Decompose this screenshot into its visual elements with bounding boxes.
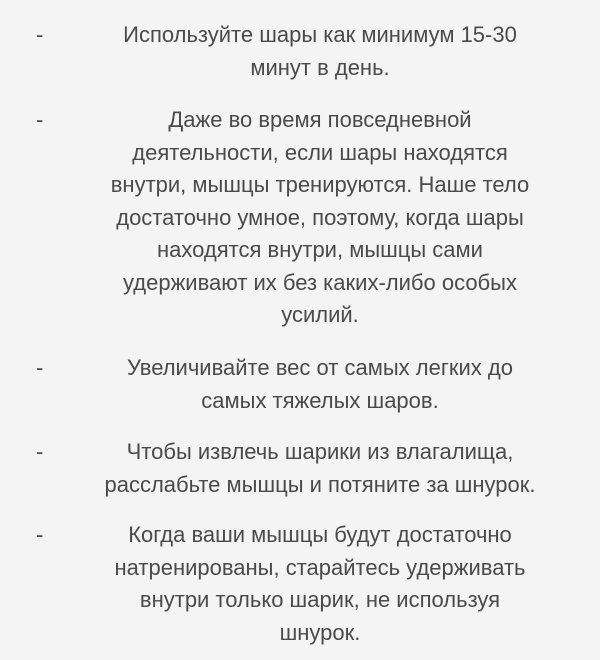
bullet-dash: - bbox=[36, 522, 44, 547]
text-line: внутри только шарик, не используя bbox=[139, 587, 501, 612]
bullet-dash: - bbox=[36, 439, 44, 464]
text-line: расслабьте мышцы и потяните за шнурок. bbox=[104, 471, 536, 497]
text-line: внутри, мышцы тренируются. Наше тело bbox=[110, 172, 530, 197]
text-line: удерживают их без каких-либо особых bbox=[123, 269, 517, 295]
text-line: самых тяжелых шаров. bbox=[201, 387, 439, 413]
item-text bbox=[60, 519, 580, 649]
text-line: находятся внутри, мышцы сами bbox=[157, 237, 483, 262]
item-text bbox=[60, 436, 580, 501]
bullet-dash: - bbox=[36, 355, 44, 380]
text-line: усилий. bbox=[281, 302, 359, 327]
item-text bbox=[60, 352, 580, 417]
text-line: Используйте шары как минимум 15-30 bbox=[123, 22, 517, 47]
text-line: Чтобы извлечь шарики из влагалища, bbox=[126, 439, 514, 464]
text-line: Даже во время повседневной bbox=[168, 107, 472, 132]
text-line: достаточно умное, поэтому, когда шары bbox=[116, 204, 524, 230]
text-line: Увеличивайте вес от самых легких до bbox=[127, 355, 513, 380]
text-line: Когда ваши мышцы будут достаточно bbox=[128, 522, 512, 547]
item-text bbox=[60, 19, 580, 84]
text-line: натренированы, старайтесь удерживать bbox=[114, 554, 526, 580]
bullet-dash: - bbox=[36, 107, 44, 132]
text-line: шнурок. bbox=[279, 619, 361, 645]
text-line: минут в день. bbox=[250, 54, 390, 80]
text-line: деятельности, если шары находятся bbox=[132, 139, 508, 165]
bullet-dash: - bbox=[36, 22, 44, 47]
item-text bbox=[60, 104, 580, 332]
